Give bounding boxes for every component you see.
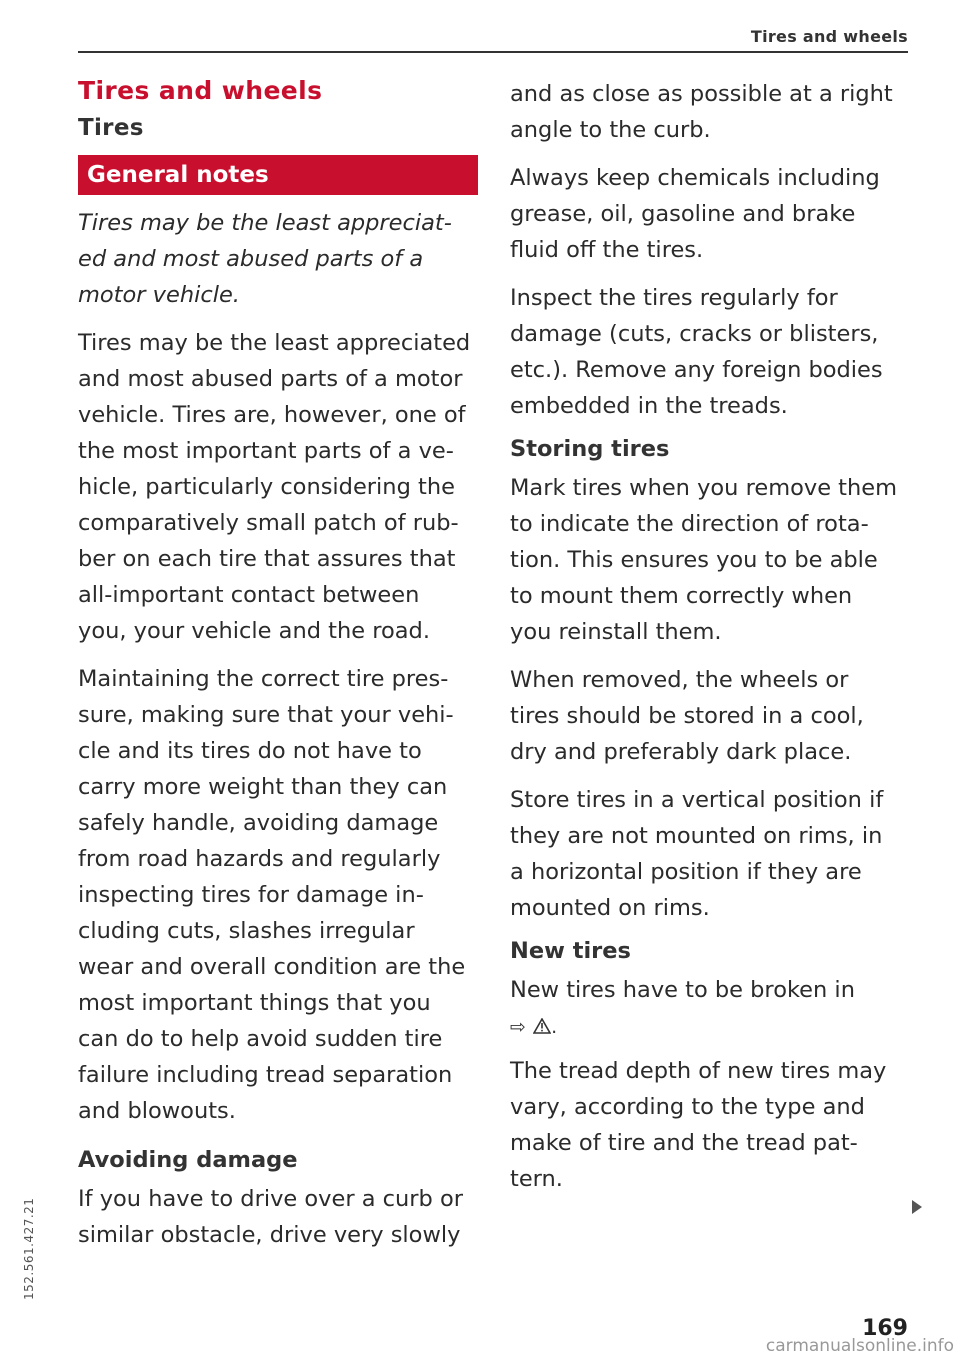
- text-line: hicle, particularly considering the: [78, 474, 455, 500]
- page-number: 169: [862, 1316, 908, 1341]
- text-line: safely handle, avoiding damage: [78, 810, 439, 836]
- text-line: ed and most abused parts of a: [78, 246, 424, 272]
- text-line: sure, making sure that your vehi-: [78, 702, 454, 728]
- paragraph-tires-appreciated: [78, 325, 478, 649]
- text-line: mounted on rims.: [510, 895, 710, 921]
- text-line: to mount them correctly when: [510, 583, 853, 609]
- text-line: Tires may be the least appreciat-: [78, 210, 452, 236]
- text-line: etc.). Remove any foreign bodies: [510, 357, 883, 383]
- new-tires-heading: New tires: [510, 938, 631, 964]
- text-line: they are not mounted on rims, in: [510, 823, 883, 849]
- general-notes-banner: General notes: [78, 155, 478, 195]
- text-line: and most abused parts of a motor: [78, 366, 463, 392]
- text-line: inspecting tires for damage in-: [78, 882, 424, 908]
- intro-paragraph: [78, 205, 478, 313]
- text-line: cle and its tires do not have to: [78, 738, 422, 764]
- text-line: Maintaining the correct tire pres-: [78, 666, 449, 692]
- broken-in-line: New tires have to be broken in: [510, 977, 855, 1003]
- storing-tires-heading: Storing tires: [510, 436, 670, 462]
- paragraph-curb: [78, 1181, 478, 1253]
- text-line: cluding cuts, slashes irregular: [78, 918, 415, 944]
- text-line: Mark tires when you remove them: [510, 475, 898, 501]
- text-line: most important things that you: [78, 990, 431, 1016]
- running-header: Tires and wheels: [750, 27, 908, 46]
- text-line: vary, according to the type and: [510, 1094, 865, 1120]
- text-line: motor vehicle.: [78, 282, 240, 308]
- text-line: you, your vehicle and the road.: [78, 618, 430, 644]
- warning-triangle-icon: [533, 1018, 551, 1034]
- paragraph-inspect: [510, 280, 915, 424]
- text-line: angle to the curb.: [510, 117, 711, 143]
- section-title: Tires: [78, 115, 144, 141]
- paragraph-mark-tires: [510, 470, 915, 650]
- warning-ref-period: .: [551, 1016, 558, 1038]
- header-rule: [78, 51, 908, 53]
- text-line: The tread depth of new tires may: [510, 1058, 887, 1084]
- text-line: similar obstacle, drive very slowly: [78, 1222, 461, 1248]
- side-code: 152.561.427.21: [22, 1197, 36, 1300]
- paragraph-curb-cont: [510, 76, 915, 148]
- text-line: from road hazards and regularly: [78, 846, 441, 872]
- text-line: all-important contact between: [78, 582, 420, 608]
- text-line: damage (cuts, cracks or blisters,: [510, 321, 879, 347]
- text-line: Inspect the tires regularly for: [510, 285, 838, 311]
- paragraph-tread-depth: [510, 1053, 915, 1197]
- text-line: the most important parts of a ve-: [78, 438, 454, 464]
- text-line: and as close as possible at a right: [510, 81, 893, 107]
- text-line: can do to help avoid sudden tire: [78, 1026, 443, 1052]
- text-line: grease, oil, gasoline and brake: [510, 201, 856, 227]
- text-line: fluid off the tires.: [510, 237, 704, 263]
- avoiding-damage-heading: Avoiding damage: [78, 1147, 298, 1173]
- warning-ref-arrow[interactable]: ⇨: [510, 1016, 526, 1038]
- chapter-title: Tires and wheels: [78, 76, 323, 105]
- text-line: a horizontal position if they are: [510, 859, 862, 885]
- text-line: dry and preferably dark place.: [510, 739, 852, 765]
- text-line: Tires may be the least appreciated: [78, 330, 471, 356]
- text-line: If you have to drive over a curb or: [78, 1186, 463, 1212]
- text-line: and blowouts.: [78, 1098, 236, 1124]
- text-line: tion. This ensures you to be able: [510, 547, 878, 573]
- text-line: vehicle. Tires are, however, one of: [78, 402, 466, 428]
- text-line: ber on each tire that assures that: [78, 546, 456, 572]
- text-line: Store tires in a vertical position if: [510, 787, 884, 813]
- watermark: carmanualsonline.info: [765, 1336, 954, 1356]
- paragraph-store-vertical: [510, 782, 915, 926]
- paragraph-removed: [510, 662, 915, 770]
- text-line: comparatively small patch of rub-: [78, 510, 459, 536]
- text-line: to indicate the direction of rota-: [510, 511, 869, 537]
- text-line: embedded in the treads.: [510, 393, 788, 419]
- right-column: [510, 76, 915, 1209]
- text-line: make of tire and the tread pat-: [510, 1130, 858, 1156]
- paragraph-broken-in: [510, 972, 915, 1045]
- text-line: Always keep chemicals including: [510, 165, 880, 191]
- text-line: you reinstall them.: [510, 619, 722, 645]
- text-line: When removed, the wheels or: [510, 667, 849, 693]
- text-line: wear and overall condition are the: [78, 954, 466, 980]
- text-line: carry more weight than they can: [78, 774, 448, 800]
- text-line: failure including tread separation: [78, 1062, 453, 1088]
- left-column: [78, 70, 478, 1265]
- paragraph-maintaining: [78, 661, 478, 1129]
- paragraph-chemicals: [510, 160, 915, 268]
- text-line: tires should be stored in a cool,: [510, 703, 864, 729]
- text-line: tern.: [510, 1166, 563, 1192]
- continued-arrow-icon: [912, 1200, 922, 1214]
